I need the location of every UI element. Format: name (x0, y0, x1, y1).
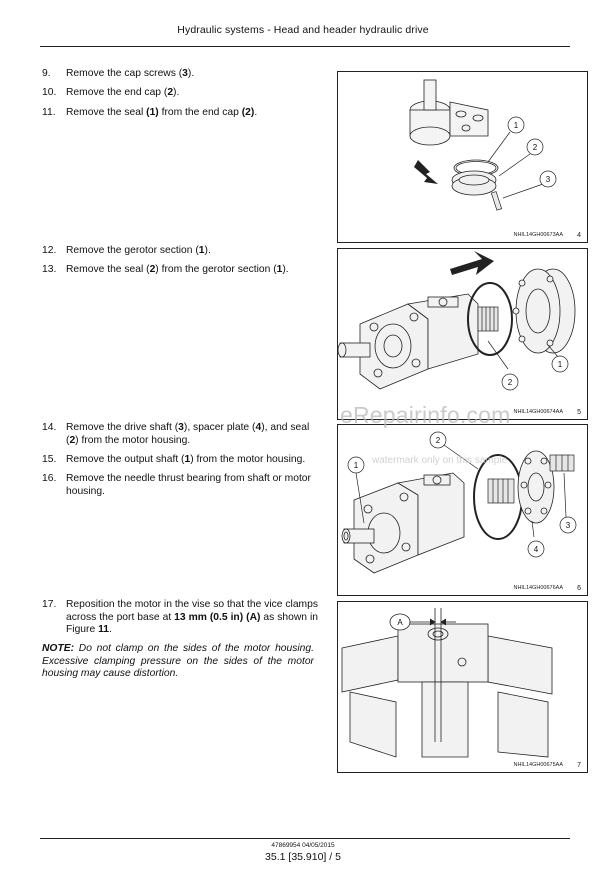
watermark: eRepairinfo.com (340, 402, 511, 428)
step-text: Remove the seal (1) from the end cap (2). (66, 107, 258, 118)
figure-code: NHIL14GH00675AA (513, 762, 563, 768)
figure-7-illustration (338, 602, 587, 772)
step-12 (42, 245, 318, 258)
step-number: 12. (42, 245, 57, 256)
callout-3: 3 (565, 521, 571, 530)
figure-code: NHIL14GH00673AA (513, 232, 563, 238)
callout-2: 2 (532, 143, 538, 152)
figure-4-illustration (338, 72, 587, 242)
step-number: 11. (42, 107, 56, 118)
step-16 (42, 473, 318, 498)
step-number: 10. (42, 87, 57, 98)
step-number: 13. (42, 264, 57, 275)
callout-2: 2 (435, 436, 441, 445)
footer-doc-id: 47869954 04/05/2015 (271, 842, 335, 849)
callout-3: 3 (545, 175, 551, 184)
step-text: Remove the needle thrust bearing from shaft or motor housing. (66, 473, 311, 497)
figure-number: 7 (577, 762, 581, 769)
footer-page-number: 35.1 [35.910] / 5 (265, 851, 341, 863)
direction-arrow (414, 160, 438, 184)
figure-number: 5 (577, 409, 581, 416)
footer-divider (40, 838, 570, 839)
watermark-note: watermark only on this sample (372, 455, 508, 466)
step-text: Remove the seal (2) from the gerotor section (1). (66, 264, 289, 275)
header-divider (40, 46, 570, 47)
step-13 (42, 264, 318, 277)
step-text: Remove the drive shaft (3), spacer plate (4), and seal (2) from the motor housing. (66, 422, 310, 446)
note-text: Do not clamp on the sides of the motor housing. Excessive clamping pressure on the sides of the motor housing may cause distortion. (42, 643, 314, 679)
step-number: 14. (42, 422, 57, 433)
step-text: Reposition the motor in the vise so that the vice clamps across the port base at 13 mm (0.5 in) (A) as shown in Figure 11. (66, 599, 318, 635)
figure-6 (337, 424, 588, 596)
step-10 (42, 87, 318, 100)
step-15 (42, 454, 318, 467)
figure-5 (337, 248, 588, 420)
figure-number: 4 (577, 232, 581, 239)
figure-5-illustration (338, 249, 587, 419)
step-14 (42, 422, 318, 447)
step-number: 15. (42, 454, 57, 465)
callout-A: A (397, 618, 403, 627)
callout-1: 1 (353, 461, 359, 470)
figure-code: NHIL14GH00674AA (513, 409, 563, 415)
step-9 (42, 68, 318, 81)
callout-1: 1 (557, 360, 563, 369)
callout-2: 2 (507, 378, 513, 387)
figure-7 (337, 601, 588, 773)
step-17 (42, 599, 318, 637)
step-text: Remove the end cap (2). (66, 87, 180, 98)
step-number: 17. (42, 599, 57, 610)
figure-6-illustration (338, 425, 587, 595)
callout-1: 1 (513, 121, 519, 130)
callout-4: 4 (533, 545, 539, 554)
step-11 (42, 107, 318, 120)
page-header: Hydraulic systems - Head and header hydraulic drive (177, 24, 429, 36)
direction-arrow (450, 251, 494, 275)
step-number: 16. (42, 473, 57, 484)
note-label: NOTE: (42, 643, 75, 654)
step-text: Remove the cap screws (3). (66, 68, 195, 79)
figure-4 (337, 71, 588, 243)
note (42, 643, 314, 681)
step-text: Remove the output shaft (1) from the motor housing. (66, 454, 306, 465)
step-number: 9. (42, 68, 51, 79)
step-text: Remove the gerotor section (1). (66, 245, 211, 256)
figure-number: 6 (577, 585, 581, 592)
figure-code: NHIL14GH00676AA (513, 585, 563, 591)
